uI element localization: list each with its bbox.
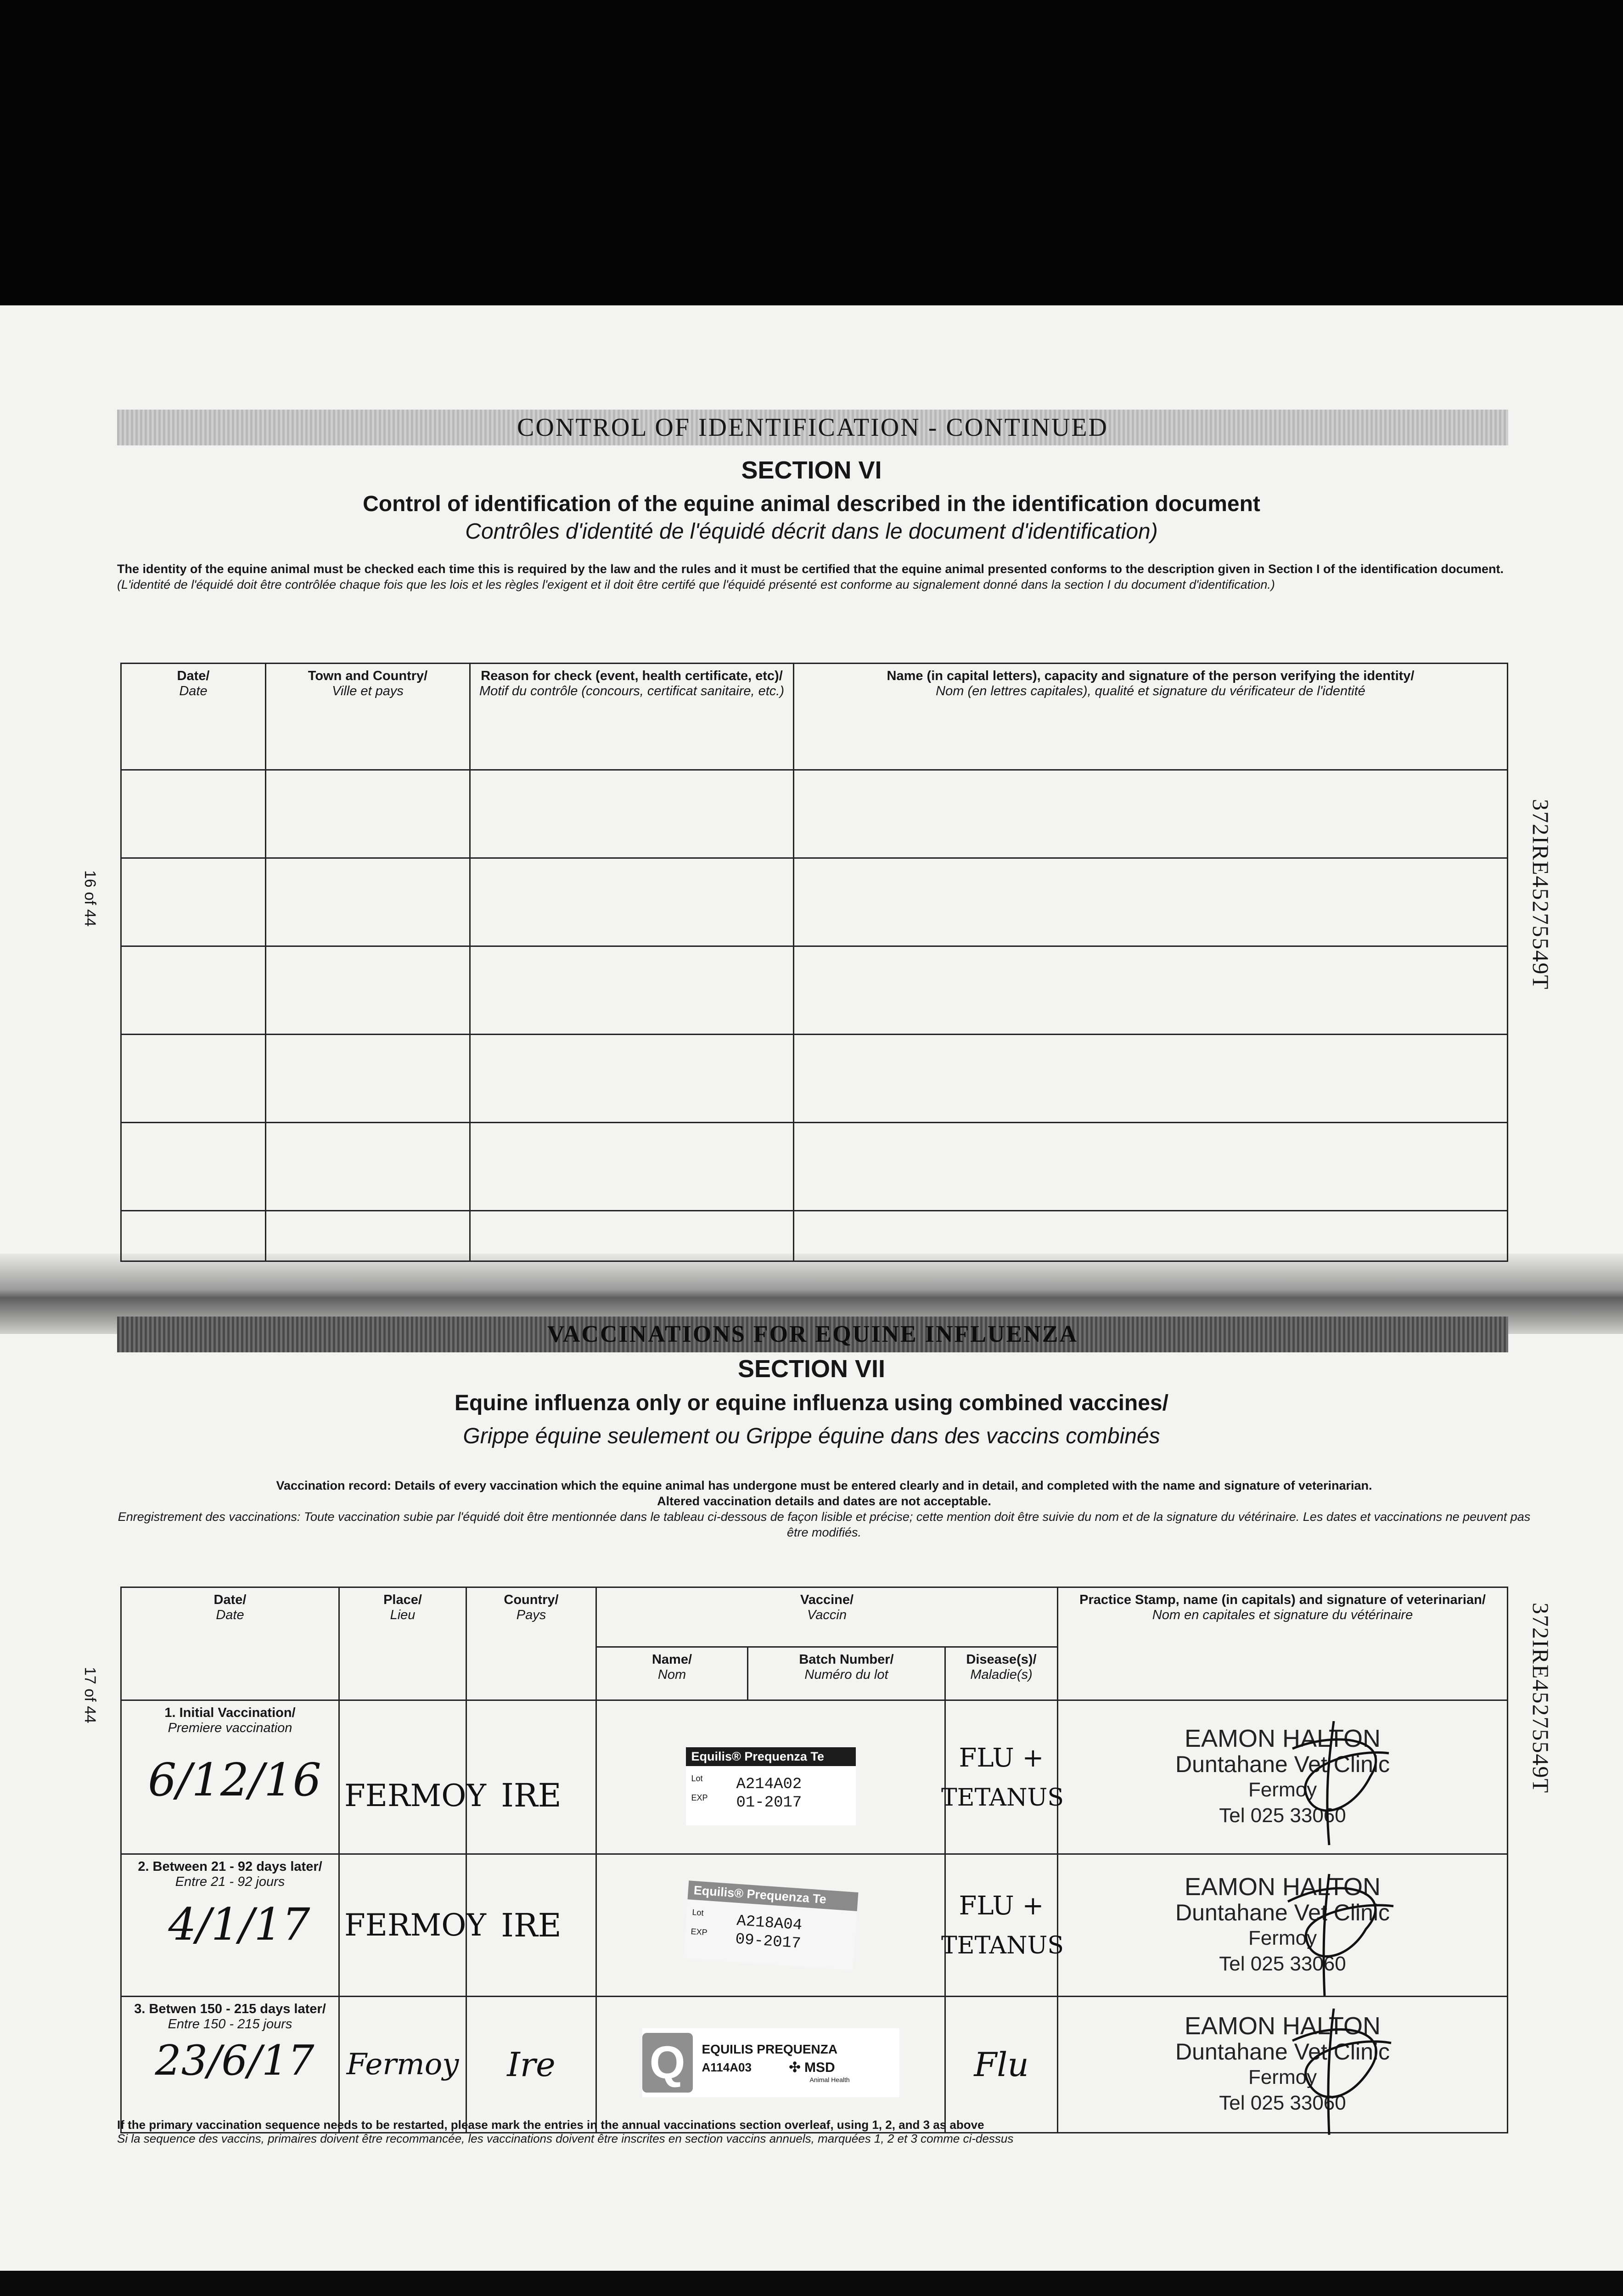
table-row (121, 1211, 1508, 1261)
sticker-batch: A218A04 (736, 1912, 803, 1935)
handwritten-disease-2: TETANUS (941, 1784, 1064, 1812)
section7-heading-fr: Grippe équine seulement ou Grippe équine dans des vaccins combinés (463, 1424, 1160, 1448)
handwritten-country: IRE (501, 1777, 562, 1814)
sticker-lot-tag: Lot (691, 1907, 704, 1918)
section7-record-text (117, 1478, 1531, 1540)
sticker-exp-tag: EXP (690, 1926, 708, 1937)
vet-stamp (1063, 2013, 1502, 2116)
row-stamp-cell[interactable] (1058, 1854, 1508, 1997)
section6-intro-en: The identity of the equine animal must be checked each time this is required by the law and the rules and it must be certified that the equine animal presented conforms to the description given in Section I of the identification document. (117, 562, 1504, 576)
section7-heading-en: Equine influenza only or equine influenza using combined vaccines/ (455, 1391, 1168, 1415)
empty-cell[interactable] (794, 770, 1508, 858)
stamp-clinic: Duntahane Vet Clinic (1175, 1899, 1390, 1925)
table-row (121, 1035, 1508, 1123)
horse-ref-lower: 372IRE45275549T (1528, 1603, 1554, 1794)
table-row (121, 770, 1508, 858)
empty-cell[interactable] (121, 1211, 266, 1261)
stamp-vet-name: EAMON HALTON (1184, 1873, 1381, 1901)
stamp-clinic: Duntahane Vet Clinic (1175, 2039, 1390, 2065)
vaccine-sticker (683, 1880, 858, 1970)
page-number-17: 17 of 44 (81, 1667, 99, 1723)
col-practice-stamp: Practice Stamp, name (in capitals) and signature of veterinarian/ Nom en capitales et signature du vétérinaire (1058, 1587, 1508, 1700)
row-disease-cell[interactable] (945, 1997, 1058, 2133)
table-row (121, 858, 1508, 946)
stamp-town: Fermoy (1248, 1778, 1317, 1801)
empty-cell[interactable] (794, 1123, 1508, 1211)
vaccination-table (120, 1587, 1508, 2133)
sticker-maker: ✣ MSD (789, 2060, 835, 2075)
vet-signature (1279, 1869, 1398, 1998)
row-place-cell[interactable] (339, 1700, 486, 1854)
empty-cell[interactable] (121, 1123, 266, 1211)
empty-cell[interactable] (470, 858, 794, 946)
section6-intro-fr: (L'identité de l'équidé doit être contrôlée chaque fois que les lois et les règles l'exigent et il doit être certifé que l'équidé présenté est conforme au signalement donné dans la section I du document d'identification.) (117, 578, 1275, 591)
stamp-phone: Tel 025 33060 (1219, 2092, 1346, 2114)
col-vaccine: Vaccine/ Vaccin (596, 1587, 1058, 1647)
handwritten-date: 23/6/17 (155, 2037, 314, 2085)
vaccine-sticker (686, 1747, 856, 1825)
col-reason: Reason for check (event, health certificate, etc)/ Motif du contrôle (concours, certificat sanitaire, etc.) (470, 664, 794, 770)
col-country: Country/ Pays (466, 1587, 596, 1700)
col-vaccine-name: Name/ Nom (596, 1647, 748, 1700)
handwritten-disease-1: Flu (974, 2045, 1029, 2084)
handwritten-place: Fermoy (346, 2048, 459, 2082)
row-place-cell[interactable] (339, 1854, 486, 1997)
handwritten-disease-2: TETANUS (941, 1932, 1064, 1959)
identity-check-table (120, 663, 1508, 1262)
footer-fr: Si la sequence des vaccins, primaires doivent être recommancée, les vaccinations doivent être inscrites en section vaccins annuels, marquées 1, 2 et 3 comme ci-dessus (117, 2132, 1014, 2145)
empty-cell[interactable] (794, 1035, 1508, 1123)
row-vaccine-label-cell[interactable] (596, 1997, 945, 2133)
row-disease-cell[interactable] (941, 1854, 1064, 1997)
col-disease: Disease(s)/ Maladie(s) (945, 1647, 1058, 1700)
vaccination-row-3 (121, 1997, 1508, 2133)
footer-en: If the primary vaccination sequence needs to be restarted, please mark the entries in the annual vaccinations section overleaf, using 1, 2, and 3 as above (117, 2118, 984, 2132)
handwritten-date: 6/12/16 (148, 1754, 321, 1806)
row-date-cell[interactable]: 2. Between 21 - 92 days later/ Entre 21 - 92 jours 4/1/17 (121, 1854, 339, 1997)
row-country-cell[interactable] (466, 1997, 596, 2133)
empty-cell[interactable] (470, 1211, 794, 1261)
handwritten-disease-1: FLU + (959, 1891, 1044, 1921)
stamp-town: Fermoy (1248, 1926, 1317, 1949)
section6-title: SECTION VI (741, 456, 882, 484)
row-date-cell[interactable]: 3. Betwen 150 - 215 days later/ Entre 150 - 215 jours 23/6/17 (121, 1997, 339, 2133)
col-batch-number: Batch Number/ Numéro du lot (748, 1647, 945, 1700)
vaccination-row-2 (121, 1854, 1508, 1997)
horse-ref-upper: 372IRE45275549T (1528, 799, 1554, 990)
section6-banner: CONTROL OF IDENTIFICATION - CONTINUED (117, 410, 1508, 445)
empty-cell[interactable] (266, 1035, 470, 1123)
row-date-cell[interactable]: 1. Initial Vaccination/ Premiere vaccination 6/12/16 (121, 1700, 339, 1854)
sticker-lot-tag: Lot (691, 1774, 703, 1783)
stamp-vet-name: EAMON HALTON (1184, 2012, 1381, 2040)
section7-footer (117, 2118, 1508, 2145)
row-vaccine-label-cell[interactable] (596, 1700, 945, 1854)
sticker-batch: A114A03 (702, 2060, 752, 2074)
empty-cell[interactable] (470, 946, 794, 1035)
empty-cell[interactable] (121, 1035, 266, 1123)
section7-title: SECTION VII (737, 1355, 886, 1383)
empty-cell[interactable] (266, 1123, 470, 1211)
sticker-exp-tag: EXP (691, 1793, 708, 1802)
row-stamp-cell[interactable] (1058, 1997, 1508, 2133)
stamp-phone: Tel 025 33060 (1219, 1804, 1346, 1827)
stamp-phone: Tel 025 33060 (1219, 1952, 1346, 1975)
page-number-16: 16 of 44 (81, 870, 99, 927)
empty-cell[interactable] (121, 946, 266, 1035)
empty-cell[interactable] (794, 1211, 1508, 1261)
empty-cell[interactable] (121, 770, 266, 858)
section7-record-en2: Altered vaccination details and dates are not acceptable. (657, 1494, 991, 1508)
sticker-expiry: 09-2017 (734, 1930, 801, 1953)
scan-dark-band-bottom (0, 2271, 1623, 2296)
sticker-expiry: 01-2017 (736, 1794, 802, 1812)
empty-cell[interactable] (470, 770, 794, 858)
vet-stamp (1063, 1874, 1502, 1977)
stamp-vet-name: EAMON HALTON (1184, 1725, 1381, 1752)
table-row (121, 946, 1508, 1035)
identity-check-header-row (121, 664, 1508, 770)
empty-cell[interactable] (266, 1211, 470, 1261)
col-verifier: Name (in capital letters), capacity and signature of the person verifying the identity/ Nom (en lettres capitales), qualité et signature du vérificateur de l'identité (794, 664, 1508, 770)
section6-heading-en: Control of identification of the equine animal described in the identification document (363, 492, 1260, 516)
empty-cell[interactable] (470, 1123, 794, 1211)
row-country-cell[interactable] (466, 1700, 596, 1854)
empty-cell[interactable] (794, 858, 1508, 946)
row-vaccine-label-cell[interactable] (596, 1854, 945, 1997)
empty-cell[interactable] (266, 770, 470, 858)
table-row (121, 1123, 1508, 1211)
stamp-clinic: Duntahane Vet Clinic (1175, 1751, 1390, 1777)
empty-cell[interactable] (121, 858, 266, 946)
section6-heading-fr: Contrôles d'identité de l'équidé décrit dans le document d'identification) (465, 519, 1158, 544)
empty-cell[interactable] (266, 858, 470, 946)
section7-banner: VACCINATIONS FOR EQUINE INFLUENZA (117, 1317, 1508, 1352)
handwritten-place: FERMOY (344, 1778, 486, 1813)
handwritten-country: Ire (507, 2045, 556, 2084)
section6-intro (117, 561, 1508, 592)
col-date: Date/ Date (121, 664, 266, 770)
sticker-brand: EQUILIS PREQUENZA (702, 2042, 838, 2056)
vet-stamp (1063, 1726, 1502, 1829)
empty-cell[interactable] (470, 1035, 794, 1123)
sticker-brand: Equilis® Prequenza Te (686, 1747, 856, 1766)
section7-record-fr: Enregistrement des vaccinations: Toute vaccination subie par l'équidé doit être mentionnée dans le tableau ci-dessous de façon lisible et précise; cette mention doit être suivie du nom et de la signature du vétérinaire. Les dates et vaccinations ne peuvent pas être modifiés. (118, 1510, 1531, 1539)
sticker-brand: Equilis® Prequenza Te (687, 1880, 858, 1911)
scan-dark-band-top (0, 0, 1623, 305)
vaccine-sticker (642, 2028, 899, 2097)
vaccination-row-1 (121, 1700, 1508, 1854)
col-date: Date/ Date (121, 1587, 339, 1700)
row-disease-cell[interactable] (941, 1700, 1064, 1854)
empty-cell[interactable] (794, 946, 1508, 1035)
handwritten-country: IRE (501, 1906, 562, 1944)
row-place-cell[interactable] (339, 1997, 466, 2133)
stamp-town: Fermoy (1248, 2066, 1317, 2088)
handwritten-date: 4/1/17 (168, 1899, 310, 1950)
row-stamp-cell[interactable] (1058, 1700, 1508, 1854)
empty-cell[interactable] (266, 946, 470, 1035)
handwritten-disease-1: FLU + (959, 1743, 1044, 1773)
sticker-batch: A214A02 (736, 1776, 802, 1793)
vet-signature (1279, 1721, 1398, 1850)
sticker-q-logo: Q (642, 2033, 693, 2093)
sticker-maker-sub: Animal Health (809, 2076, 850, 2083)
vaccination-header-row (121, 1587, 1508, 1647)
section7-record-en: Vaccination record: Details of every vaccination which the equine animal has undergone must be entered clearly and in detail, and completed with the name and signature of veterinarian. (276, 1479, 1372, 1492)
handwritten-place: FERMOY (344, 1908, 486, 1943)
col-place: Place/ Lieu (339, 1587, 466, 1700)
col-town-country: Town and Country/ Ville et pays (266, 664, 470, 770)
